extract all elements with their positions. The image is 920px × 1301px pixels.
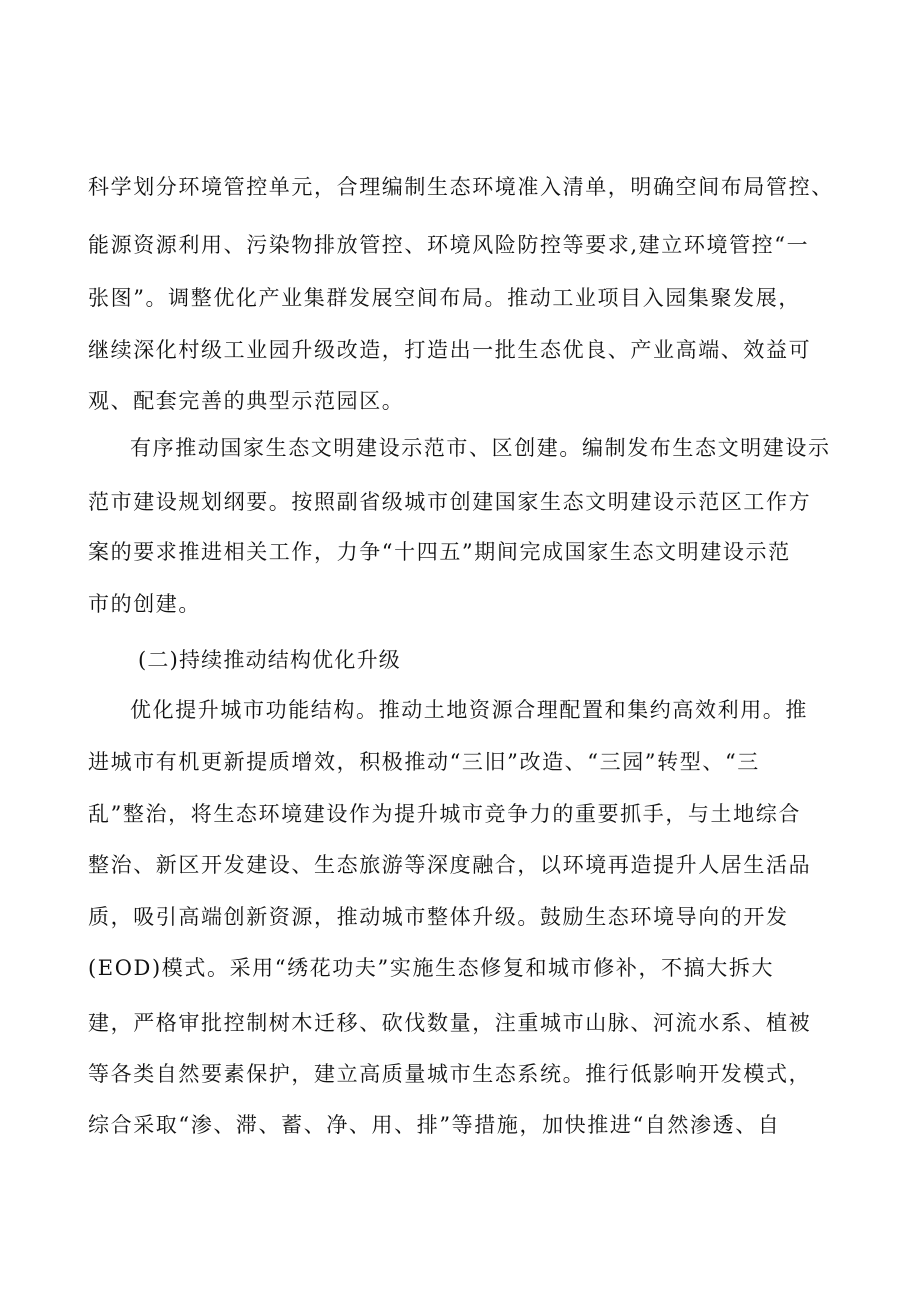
paragraph-3-line-7: 建，严格审批控制树木迁移、砍伐数量，注重城市山脉、河流水系、植被 [88, 1011, 812, 1035]
paragraph-3-line-5: 质，吸引高端创新资源，推动城市整体升级。鼓励生态环境导向的开发 [88, 905, 789, 929]
paragraph-1-line-3: 张图”。调整优化产业集群发展空间布局。推动工业项目入园集聚发展， [88, 286, 801, 310]
paragraph-3-line-1: 优化提升城市功能结构。推动土地资源合理配置和集约高效利用。推 [130, 698, 808, 722]
paragraph-1-line-1: 科学划分环境管控单元，合理编制生态环境准入清单，明确空间布局管控、 [88, 175, 834, 199]
paragraph-3-line-8: 等各类自然要素保护，建立高质量城市生态系统。推行低影响开发模式， [88, 1062, 812, 1086]
paragraph-3-line-3: 乱”整治，将生态环境建设作为提升城市竞争力的重要抓手，与土地综合 [88, 802, 801, 826]
paragraph-3-line-6: (EOD)模式。采用“绣花功夫”实施生态修复和城市修补，不搞大拆大 [88, 956, 775, 980]
section-heading: (二)持续推动结构优化升级 [138, 648, 401, 672]
paragraph-2-line-1: 有序推动国家生态文明建设示范市、区创建。编制发布生态文明建设示 [130, 436, 831, 460]
paragraph-3-line-4: 整治、新区开发建设、生态旅游等深度融合，以环境再造提升人居生活品 [88, 853, 812, 877]
paragraph-1-line-4: 继续深化村级工业园升级改造，打造出一批生态优良、产业高端、效益可 [88, 338, 812, 362]
paragraph-2-line-4: 市的创建。 [88, 592, 201, 616]
paragraph-2-line-3: 案的要求推进相关工作，力争“十四五”期间完成国家生态文明建设示范 [88, 540, 791, 564]
paragraph-3-line-9: 综合采取“渗、滞、蓄、净、用、排”等措施，加快推进“自然渗透、自 [88, 1113, 781, 1137]
paragraph-1-line-2: 能源资源利用、污染物排放管控、环境风险防控等要求,建立环境管控“一 [88, 233, 810, 257]
paragraph-1-line-5: 观、配套完善的典型示范园区。 [88, 389, 405, 413]
paragraph-3-line-2: 进城市有机更新提质增效，积极推动“三旧”改造、“三园”转型、“三 [88, 750, 760, 774]
paragraph-2-line-2: 范市建设规划纲要。按照副省级城市创建国家生态文明建设示范区工作方 [88, 490, 812, 514]
